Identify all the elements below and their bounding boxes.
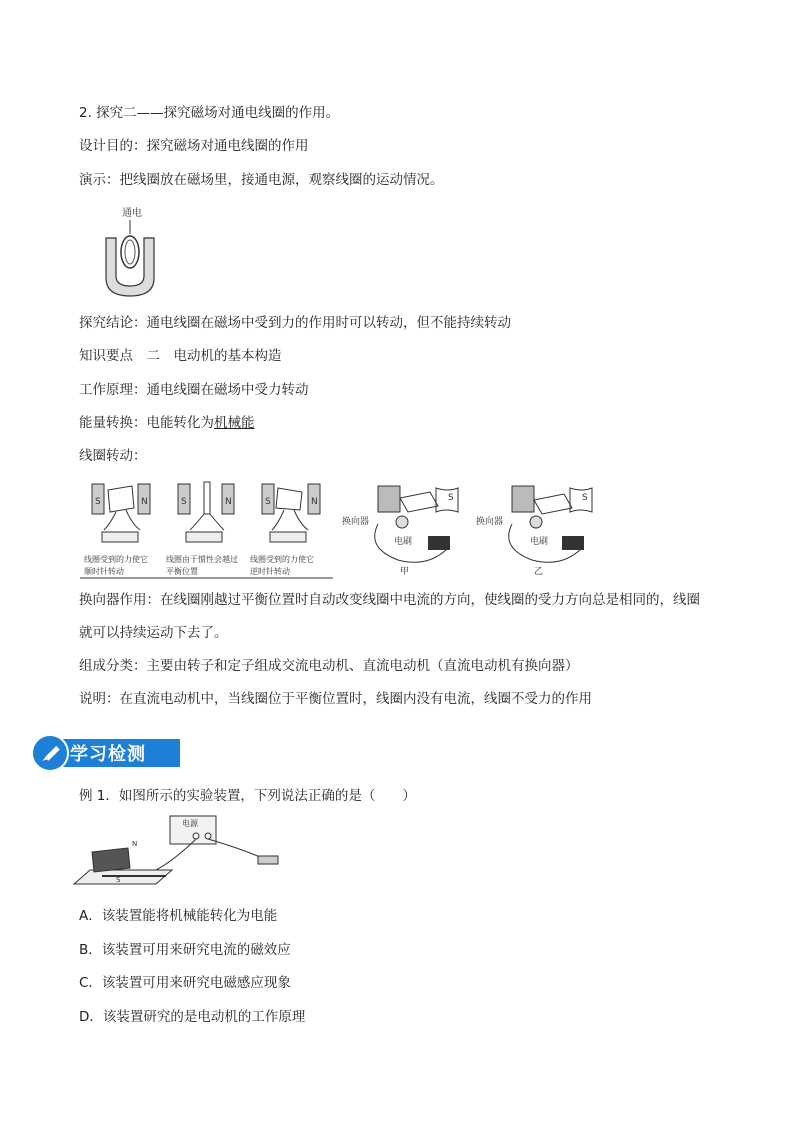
commutator-text-line-1: 换向器作用：在线圈刚越过平衡位置时自动改变线圈中电流的方向，使线圈的受力方向总是相同的，线圈	[79, 592, 700, 608]
power-supply-label: 电源	[182, 819, 198, 828]
u-magnet-coil-figure	[100, 200, 160, 300]
commutator-label-yi: 换向器	[476, 517, 504, 527]
svg-text:S: S	[582, 493, 588, 503]
option-a: A．该装置能将机械能转化为电能	[79, 908, 278, 924]
knowledge-heading: 知识要点 二 电动机的基本构造	[79, 348, 282, 364]
note-text: 说明：在直流电动机中，当线圈位于平衡位置时，线圈内没有电流，线圈不受力的作用	[79, 691, 592, 707]
caption-2-line-2: 平衡位置	[166, 567, 198, 576]
svg-text:S: S	[448, 493, 454, 503]
brush-label-jia: 电刷	[394, 537, 413, 547]
design-purpose: 设计目的：探究磁场对通电线圈的作用	[79, 138, 309, 154]
panel-3	[250, 484, 320, 576]
caption-3-line-1: 线圈受到的力使它	[250, 555, 314, 564]
caption-1-line-1: 线圈受到的力使它	[84, 555, 148, 564]
caption-1-line-2: 顺时针转动	[84, 567, 124, 576]
motor-diagram-yi	[472, 478, 602, 578]
commutator-text-line-2: 就可以持续运动下去了。	[79, 625, 228, 641]
svg-text:N: N	[141, 497, 148, 507]
svg-text:N: N	[225, 497, 232, 507]
coil-power-label: 通电	[122, 208, 142, 219]
panel-1	[84, 484, 150, 576]
brush-label-yi: 电刷	[530, 537, 549, 547]
energy-conversion	[79, 413, 255, 433]
energy-prefix: 能量转换：电能转化为	[79, 415, 214, 431]
caption-3-line-2: 逆时针转动	[250, 567, 290, 576]
experiment-apparatus-figure	[72, 812, 297, 900]
svg-text:N: N	[132, 840, 138, 848]
example-1-question: 例 1．如图所示的实验装置，下列说法正确的是（ ）	[79, 788, 416, 804]
panel-2	[166, 482, 238, 576]
principle-text: 工作原理：通电线圈在磁场中受力转动	[79, 382, 309, 398]
option-d: D．该装置研究的是电动机的工作原理	[79, 1009, 306, 1025]
coil-rotation-panels	[80, 478, 335, 580]
demo-text: 演示：把线圈放在磁场里，接通电源，观察线圈的运动情况。	[79, 172, 444, 188]
caption-2-line-1: 线圈由于惯性会越过	[166, 555, 238, 564]
motor-diagram-jia	[338, 478, 468, 578]
svg-text:S: S	[95, 497, 101, 507]
section-title: 2. 探究二——探究磁场对通电线圈的作用。	[79, 105, 340, 121]
svg-text:S: S	[265, 497, 271, 507]
svg-text:N: N	[311, 497, 318, 507]
rotation-label: 线圈转动：	[79, 448, 147, 464]
option-c: C．该装置可用来研究电磁感应现象	[79, 975, 291, 991]
classification-text: 组成分类：主要由转子和定子组成交流电动机、直流电动机（直流电动机有换向器）	[79, 658, 579, 674]
figure-jia-label: 甲	[400, 567, 410, 577]
svg-text:S: S	[116, 876, 121, 884]
energy-value: 机械能	[214, 415, 255, 431]
figure-yi-label: 乙	[534, 567, 544, 577]
conclusion-text: 探究结论：通电线圈在磁场中受到力的作用时可以转动，但不能持续转动	[79, 315, 511, 331]
svg-text:S: S	[181, 497, 187, 507]
option-b: B．该装置可用来研究电流的磁效应	[79, 942, 291, 958]
commutator-label-jia: 换向器	[342, 517, 370, 527]
banner-title: 学习检测	[70, 744, 146, 765]
